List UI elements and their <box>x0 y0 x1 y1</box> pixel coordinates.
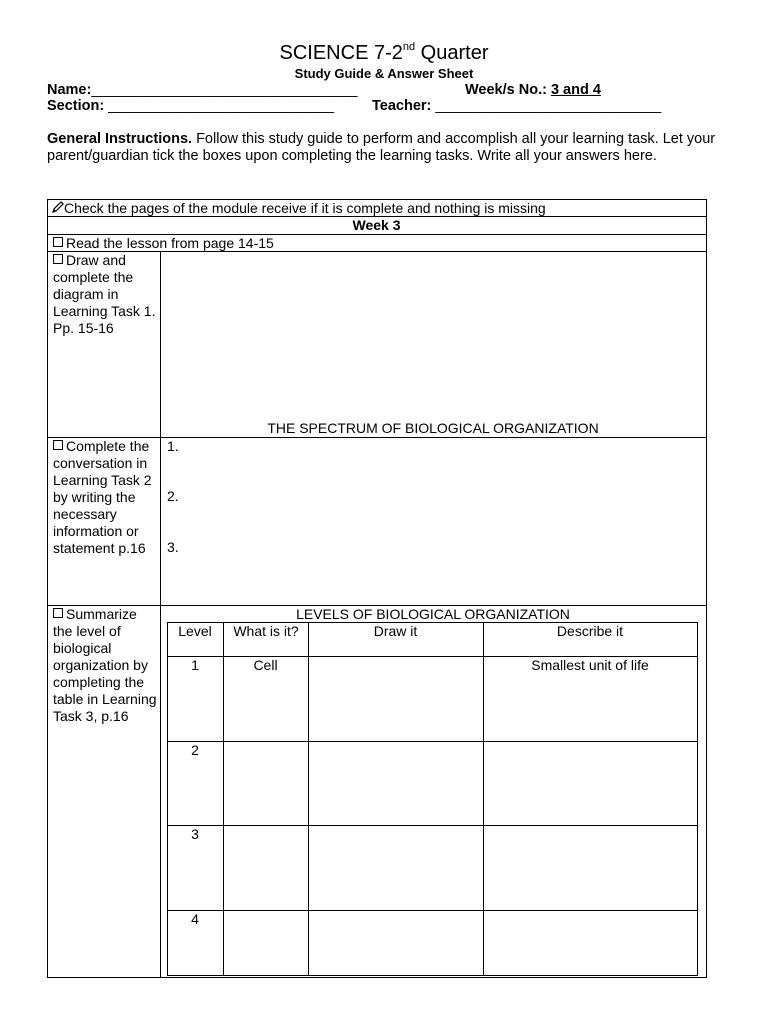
table-border-right <box>706 199 707 978</box>
weeks-field: Week/s No.: 3 and 4 <box>465 82 601 98</box>
levels-title: LEVELS OF BIOLOGICAL ORGANIZATION <box>296 606 570 622</box>
read-lesson-task: Read the lesson from page 14-15 <box>53 235 693 252</box>
inner-col-divider <box>483 622 484 976</box>
table-border-left <box>47 199 48 978</box>
level-number: 1 <box>191 657 199 673</box>
answer-item-3: 3. <box>167 539 179 555</box>
answer-item-2: 2. <box>167 488 179 504</box>
checkbox-task-1[interactable] <box>53 254 63 264</box>
inner-table-bottom <box>167 975 698 976</box>
inner-row-divider <box>167 741 698 742</box>
page-title: SCIENCE 7-2nd Quarter <box>279 41 489 64</box>
checkbox-read-lesson[interactable] <box>53 237 63 247</box>
level-number: 4 <box>191 911 199 927</box>
pencil-icon <box>52 200 64 217</box>
inner-col-divider <box>308 622 309 976</box>
task-1: Draw and complete the diagram in Learning Task 1. Pp. 15-16 <box>53 252 156 336</box>
section-field: Section: ____________________________ <box>47 98 335 114</box>
page-subtitle: Study Guide & Answer Sheet <box>294 66 474 81</box>
general-instructions: General Instructions. Follow this study guide to perform and accomplish all your learning task. Let your parent/guardian tick the boxes upon completing the learning tasks. Write all your answers here. <box>47 131 716 164</box>
task-2: Complete the conversation in Learning Task 2 by writing the necessary information or statement p.16 <box>53 438 152 556</box>
header-describe-it: Describe it <box>556 623 624 639</box>
inner-row-divider <box>167 910 698 911</box>
teacher-field: Teacher: ____________________________ <box>372 98 662 114</box>
checkbox-task-2[interactable] <box>53 440 63 450</box>
week-header: Week 3 <box>352 217 401 233</box>
level-describe: Smallest unit of life <box>531 657 649 673</box>
answer-item-1: 1. <box>167 438 179 454</box>
level-what: Cell <box>253 657 278 673</box>
header-what-is-it: What is it? <box>233 623 299 639</box>
level-number: 3 <box>191 826 199 842</box>
header-draw-it: Draw it <box>373 623 418 639</box>
name-field: Name:_________________________________ <box>47 82 358 98</box>
task-1-caption: THE SPECTRUM OF BIOLOGICAL ORGANIZATION <box>267 420 599 436</box>
table-border-bottom <box>47 977 706 978</box>
check-pages-row: Check the pages of the module receive if it is complete and nothing is missing <box>52 200 702 217</box>
header-level: Level <box>178 623 212 639</box>
checkbox-task-3[interactable] <box>53 608 63 618</box>
task-3: Summarize the level of biological organization by completing the table in Learning Task 3, p.16 <box>53 606 157 724</box>
inner-col-divider <box>223 622 224 976</box>
level-number: 2 <box>191 742 199 758</box>
inner-col-divider <box>697 622 698 976</box>
inner-row-divider <box>167 825 698 826</box>
